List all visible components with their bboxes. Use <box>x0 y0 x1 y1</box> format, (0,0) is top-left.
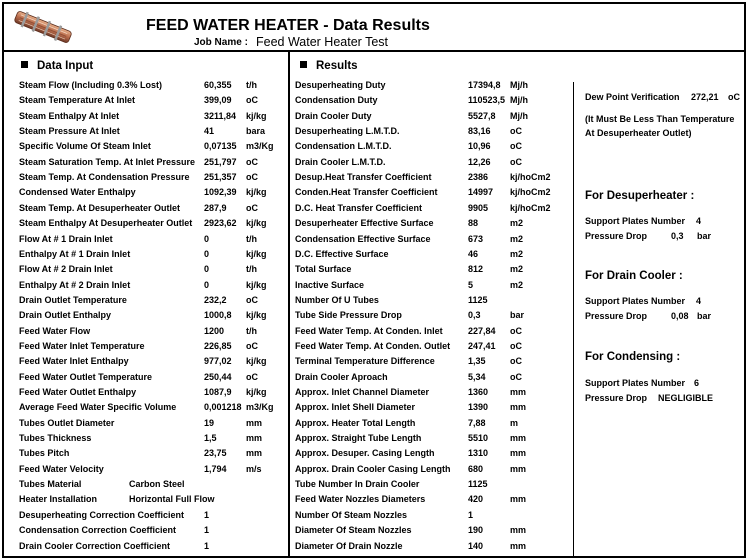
row-label: Feed Water Nozzles Diameters <box>295 494 426 505</box>
row-label: Steam Enthalpy At Inlet <box>19 110 120 121</box>
drain-cooler-heading: For Drain Cooler : <box>585 270 683 282</box>
row-label: Heater Installation <box>19 494 98 505</box>
row-unit: mm <box>510 387 527 397</box>
row-value: 0,001218 <box>204 402 242 413</box>
dc-pressure-unit: bar <box>697 311 712 321</box>
row-value: 1125 <box>468 294 488 305</box>
table-row <box>4 324 744 339</box>
row-value: 1200 <box>204 325 225 336</box>
row-value: 0 <box>204 279 210 290</box>
condensing-heading: For Condensing : <box>585 351 681 363</box>
table-row <box>4 431 744 446</box>
row-unit: m2 <box>510 218 524 229</box>
row-value: 23,75 <box>204 448 227 459</box>
table-row <box>4 523 744 538</box>
row-label: Number Of U Tubes <box>295 294 379 305</box>
row-value: 110523,5 <box>468 95 506 106</box>
row-value: 10,96 <box>468 141 491 152</box>
row-unit: m2 <box>510 279 524 290</box>
row-unit: oC <box>510 325 522 336</box>
row-value: 5510 <box>468 433 489 444</box>
row-value: 88 <box>468 218 479 229</box>
job-name-value: Feed Water Heater Test <box>256 35 389 49</box>
row-value: 60,355 <box>204 80 232 90</box>
report-title: FEED WATER HEATER - Data Results <box>146 17 430 34</box>
row-value: 0,3 <box>468 310 481 321</box>
row-value: 0,07135 <box>204 141 237 152</box>
row-label: Inactive Surface <box>295 279 365 290</box>
report-page <box>2 2 746 558</box>
dc-pressure-label: Pressure Drop <box>585 311 648 321</box>
row-value: 140 <box>468 540 484 551</box>
row-unit: t/h <box>246 233 257 244</box>
row-unit: oC <box>246 172 258 183</box>
row-label: D.C. Effective Surface <box>295 248 389 259</box>
row-unit: oC <box>510 371 522 382</box>
row-unit: mm <box>510 494 527 505</box>
dew-point-note-1: (It Must Be Less Than Temperature <box>585 114 735 124</box>
row-unit: oC <box>246 294 258 305</box>
table-row <box>4 539 744 554</box>
row-label: Feed Water Outlet Temperature <box>19 371 153 382</box>
row-value: 1087,9 <box>204 387 232 397</box>
row-label: Desuperheating L.M.T.D. <box>295 126 400 136</box>
table-row <box>4 416 744 431</box>
row-value: 673 <box>468 233 484 244</box>
row-value: 1 <box>468 509 474 520</box>
row-unit: t/h <box>246 80 257 90</box>
job-name-label: Job Name : <box>194 37 248 48</box>
row-label: Enthalpy At # 2 Drain Inlet <box>19 279 131 290</box>
row-unit: kj/kg <box>246 279 267 290</box>
desup-pressure-unit: bar <box>697 231 712 241</box>
row-value: 2386 <box>468 172 489 183</box>
table-row <box>4 78 744 93</box>
dew-point-unit: oC <box>728 92 740 102</box>
row-value: 2923,62 <box>204 218 237 229</box>
row-label: Feed Water Flow <box>19 325 91 336</box>
row-unit: oC <box>510 340 522 351</box>
row-value: 226,85 <box>204 340 232 351</box>
row-unit: m2 <box>510 233 524 244</box>
row-unit: oC <box>510 156 522 167</box>
row-value: 1 <box>204 525 210 536</box>
dew-point-label: Dew Point Verification <box>585 92 680 102</box>
row-unit: mm <box>510 448 527 459</box>
desuperheater-heading: For Desuperheater : <box>585 190 695 202</box>
data-input-heading: Data Input <box>21 60 93 72</box>
row-value: 247,41 <box>468 340 496 351</box>
row-label: Desuperheating Duty <box>295 80 386 90</box>
row-unit: mm <box>246 417 263 428</box>
row-label: D.C. Heat Transfer Coefficient <box>295 202 423 213</box>
row-unit: oC <box>246 371 258 382</box>
row-value: 251,797 <box>204 156 237 167</box>
row-value: 1,35 <box>468 356 486 367</box>
desup-pressure-label: Pressure Drop <box>585 231 648 241</box>
row-unit: m3/Kg <box>246 141 274 152</box>
row-unit: Mj/h <box>510 95 528 106</box>
row-label: Steam Pressure At Inlet <box>19 126 120 136</box>
row-label: Diameter Of Drain Nozzle <box>295 540 403 551</box>
row-label: Flow At # 1 Drain Inlet <box>19 233 113 244</box>
row-label: Tubes Material <box>19 479 82 490</box>
dew-point-note-2: At Desuperheater Outlet) <box>585 128 692 138</box>
row-label: Approx. Inlet Channel Diameter <box>295 387 430 397</box>
row-label: Number Of Steam Nozzles <box>295 509 408 520</box>
row-unit: m2 <box>510 264 524 275</box>
row-label: Specific Volume Of Steam Inlet <box>19 141 151 152</box>
row-value: 9905 <box>468 202 489 213</box>
row-unit: Mj/h <box>510 80 528 90</box>
row-label: Tubes Outlet Diameter <box>19 417 115 428</box>
row-unit: kj/kg <box>246 187 267 198</box>
row-unit: oC <box>510 356 522 367</box>
row-value: 420 <box>468 494 484 505</box>
row-label: Tubes Pitch <box>19 448 70 459</box>
row-label: Terminal Temperature Difference <box>295 356 435 367</box>
row-value: 190 <box>468 525 484 536</box>
row-value: 287,9 <box>204 202 227 213</box>
row-value: 19 <box>204 417 215 428</box>
table-row <box>4 446 744 461</box>
row-value: 12,26 <box>468 156 491 167</box>
row-unit: kj/kg <box>246 248 267 259</box>
cond-support-label: Support Plates Number <box>585 378 686 388</box>
row-label: Diameter Of Steam Nozzles <box>295 525 412 536</box>
row-label: Approx. Straight Tube Length <box>295 433 422 444</box>
row-label: Conden.Heat Transfer Coefficient <box>295 187 438 198</box>
row-value: 250,44 <box>204 371 232 382</box>
row-value: 7,88 <box>468 417 486 428</box>
row-label: Total Surface <box>295 264 352 275</box>
row-label: Steam Saturation Temp. At Inlet Pressure <box>19 156 196 167</box>
row-label: Tubes Thickness <box>19 433 92 444</box>
row-label: Approx. Inlet Shell Diameter <box>295 402 416 413</box>
row-unit: kj/kg <box>246 387 267 397</box>
row-unit: oC <box>246 340 258 351</box>
desup-pressure-value: 0,3 <box>671 231 684 241</box>
row-unit: mm <box>510 540 527 551</box>
row-unit: t/h <box>246 325 257 336</box>
row-value: 227,84 <box>468 325 496 336</box>
row-unit: bar <box>510 310 525 321</box>
row-value: 1 <box>204 540 210 551</box>
row-label: Drain Cooler Correction Coefficient <box>19 540 171 551</box>
row-unit: kj/hoCm2 <box>510 202 551 213</box>
row-unit: oC <box>510 141 522 152</box>
row-label: Flow At # 2 Drain Inlet <box>19 264 113 275</box>
bullet-square-icon <box>300 61 307 68</box>
row-unit: m <box>510 417 519 428</box>
row-unit: m3/Kg <box>246 402 274 413</box>
row-value: 14997 <box>468 187 494 198</box>
row-value: 232,2 <box>204 294 227 305</box>
row-label: Steam Temp. At Condensation Pressure <box>19 172 190 183</box>
row-label: Average Feed Water Specific Volume <box>19 402 177 413</box>
row-label: Drain Cooler Duty <box>295 110 372 121</box>
row-value: 5,34 <box>468 371 486 382</box>
row-label: Approx. Drain Cooler Casing Length <box>295 463 451 474</box>
row-label: Feed Water Temp. At Conden. Inlet <box>295 325 443 336</box>
row-unit: kj/kg <box>246 110 267 121</box>
row-value: 46 <box>468 248 479 259</box>
table-row <box>4 155 744 170</box>
row-value: 1390 <box>468 402 489 413</box>
row-value: 251,357 <box>204 172 237 183</box>
row-label: Steam Temperature At Inlet <box>19 95 136 106</box>
table-row <box>4 201 744 216</box>
row-value: 680 <box>468 463 484 474</box>
row-label: Drain Outlet Temperature <box>19 294 127 305</box>
row-unit: oC <box>246 95 258 106</box>
table-row <box>4 508 744 523</box>
row-label: Feed Water Outlet Enthalpy <box>19 387 137 397</box>
results-heading: Results <box>300 60 358 72</box>
row-unit: mm <box>510 433 527 444</box>
row-label: Desuperheater Effective Surface <box>295 218 434 229</box>
row-unit: kj/kg <box>246 218 267 229</box>
table-row <box>4 170 744 185</box>
row-label: Drain Outlet Enthalpy <box>19 310 112 321</box>
row-label: Steam Temp. At Desuperheater Outlet <box>19 202 181 213</box>
row-label: Tube Number In Drain Cooler <box>295 479 420 490</box>
row-label: Condensation L.M.T.D. <box>295 141 392 152</box>
row-unit: mm <box>510 463 527 474</box>
row-label: Steam Enthalpy At Desuperheater Outlet <box>19 218 193 229</box>
row-value: 17394,8 <box>468 80 501 90</box>
cond-support-value: 6 <box>694 378 700 388</box>
table-row <box>4 492 744 507</box>
row-value: 0 <box>204 248 210 259</box>
row-label: Condensation Duty <box>295 95 378 106</box>
row-inline-value: Horizontal Full Flow <box>129 494 215 505</box>
row-value: 41 <box>204 126 215 136</box>
row-label: Feed Water Temp. At Conden. Outlet <box>295 340 451 351</box>
row-unit: mm <box>510 525 527 536</box>
row-unit: t/h <box>246 264 257 275</box>
row-value: 1,5 <box>204 433 217 444</box>
row-value: 1092,39 <box>204 187 237 198</box>
row-unit: bara <box>246 126 266 136</box>
row-unit: kj/kg <box>246 356 267 367</box>
row-value: 83,16 <box>468 126 491 136</box>
row-value: 1125 <box>468 479 488 490</box>
row-unit: kj/kg <box>246 310 267 321</box>
row-label: Tube Side Pressure Drop <box>295 310 402 321</box>
row-label: Approx. Desuper. Casing Length <box>295 448 435 459</box>
row-unit: mm <box>246 448 263 459</box>
row-label: Steam Flow (Including 0.3% Lost) <box>19 80 163 90</box>
row-unit: kj/hoCm2 <box>510 172 551 183</box>
heater-tube-bundle-icon <box>12 8 74 46</box>
row-value: 1000,8 <box>204 310 232 321</box>
cond-pressure-value: NEGLIGIBLE <box>658 393 714 403</box>
row-value: 1,794 <box>204 463 227 474</box>
row-label: Condensation Effective Surface <box>295 233 431 244</box>
cond-pressure-label: Pressure Drop <box>585 393 648 403</box>
row-label: Desup.Heat Transfer Coefficient <box>295 172 432 183</box>
dc-support-label: Support Plates Number <box>585 296 686 306</box>
row-unit: mm <box>246 433 263 444</box>
dew-point-value: 272,21 <box>691 92 719 102</box>
row-label: Feed Water Velocity <box>19 463 104 474</box>
row-unit: kj/hoCm2 <box>510 187 551 198</box>
row-label: Drain Cooler Aproach <box>295 371 388 382</box>
dc-support-value: 4 <box>696 296 702 306</box>
row-unit: oC <box>510 126 522 136</box>
row-value: 0 <box>204 233 210 244</box>
row-unit: oC <box>246 202 258 213</box>
row-label: Feed Water Inlet Enthalpy <box>19 356 129 367</box>
row-value: 1 <box>204 509 210 520</box>
table-row <box>4 139 744 154</box>
dc-pressure-value: 0,08 <box>671 311 689 321</box>
row-unit: Mj/h <box>510 110 528 121</box>
row-unit: m/s <box>246 463 262 474</box>
row-value: 977,02 <box>204 356 232 367</box>
table-row <box>4 477 744 492</box>
row-unit: mm <box>510 402 527 413</box>
row-label: Drain Cooler L.M.T.D. <box>295 156 386 167</box>
row-value: 812 <box>468 264 484 275</box>
row-label: Enthalpy At # 1 Drain Inlet <box>19 248 131 259</box>
row-value: 399,09 <box>204 95 232 106</box>
row-label: Desuperheating Correction Coefficient <box>19 509 185 520</box>
report-header <box>4 4 744 52</box>
row-label: Condensation Correction Coefficient <box>19 525 177 536</box>
desup-support-value: 4 <box>696 216 702 226</box>
row-value: 5 <box>468 279 474 290</box>
desup-support-label: Support Plates Number <box>585 216 686 226</box>
row-label: Feed Water Inlet Temperature <box>19 340 145 351</box>
table-row <box>4 247 744 262</box>
row-value: 3211,84 <box>204 110 237 121</box>
row-value: 1310 <box>468 448 489 459</box>
table-row <box>4 462 744 477</box>
row-label: Approx. Heater Total Length <box>295 417 416 428</box>
bullet-square-icon <box>21 61 28 68</box>
row-unit: m2 <box>510 248 524 259</box>
row-unit: oC <box>246 156 258 167</box>
row-value: 5527,8 <box>468 110 496 121</box>
row-inline-value: Carbon Steel <box>129 479 185 490</box>
row-value: 1360 <box>468 387 489 397</box>
row-label: Condensed Water Enthalpy <box>19 187 136 198</box>
row-value: 0 <box>204 264 210 275</box>
